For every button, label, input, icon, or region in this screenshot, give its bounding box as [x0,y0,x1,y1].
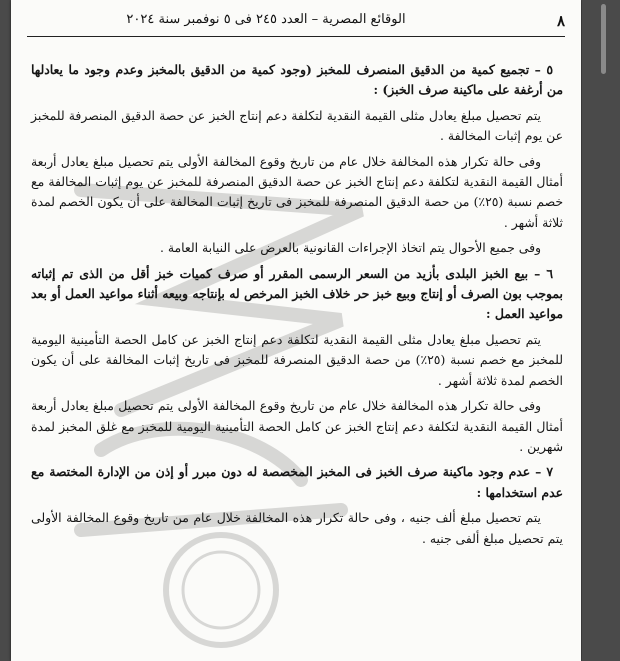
page-header [27,12,565,37]
paragraph: وفى جميع الأحوال يتم اتخاذ الإجراءات القانونية بالعرض على النيابة العامة . [159,240,541,256]
paragraph: يتم تحصيل مبلغ يعادل مثلى القيمة النقدية لتكلفة دعم إنتاج الخبز عن حصة الدقيق المنصرفة للمخبز عن يوم إثبات المخالفة . [31,107,563,144]
paragraph: يتم تحصيل مبلغ ألف جنيه ، وفى حالة تكرار هذه المخالفة خلال عام من تاريخ وقوع المخالفة الأولى يتم تحصيل مبلغ ألفى جنيه . [31,510,563,546]
document-page [11,0,581,661]
paragraph: وفى حالة تكرار هذه المخالفة خلال عام من تاريخ وقوع المخالفة الأولى يتم تحصيل مبلغ يعادل أربعة أمثال القيمة النقدية لتكلفة دعم إنتاج الخبز عن كامل الحصة التأمينية اليومية للمخبز مع غلق المخبز لمدة شهرين . [31,398,563,454]
paragraph: يتم تحصيل مبلغ يعادل مثلى القيمة النقدية لتكلفة دعم إنتاج الخبز عن كامل الحصة التأمينية اليومية للمخبز مع خصم نسبة (٢٥٪) من حصة الدقيق المنصرفة للمخبز فى تاريخ إثبات المخالفة على أن يكون الخصم لمدة ثلاثة أشهر . [31,331,563,388]
issue-line: الوقائع المصرية – العدد ٢٤٥ فى ٥ نوفمبر سنة ٢٠٢٤ [126,12,406,27]
document-body [31,60,563,554]
scrollbar-thumb[interactable] [601,4,606,74]
page-number: ٨ [556,12,565,30]
paragraph: وفى حالة تكرار هذه المخالفة خلال عام من تاريخ وقوع المخالفة الأولى يتم تحصيل مبلغ يعادل أربعة أمثال القيمة النقدية لتكلفة دعم إنتاج الخبز عن حصة الدقيق المنصرفة للمخبز عن يوم إثبات المخالفة مع خصم نسبة (٢٥٪) من حصة الدقيق المنصرفة للمخبز فى تاريخ إثبات المخالفة على أن يكون الخصم لمدة ثلاثة أشهر . [31,153,563,230]
paragraph-item-7: ٧ – عدم وجود ماكينة صرف الخبز فى المخبز المخصصة له دون مبرر أو إذن من الإدارة المختصة مع عدم استخدامها : [31,464,563,500]
paragraph-item-6: ٦ – بيع الخبز البلدى بأزيد من السعر الرسمى المقرر أو صرف كميات خبز أقل من الذى تم إثباته بموجب بون الصرف أو إنتاج وبيع خبز حر خلاف الخبز المرخص له بإنتاجه وبيعه أثناء مواعيد العمل أو بعد مواعيد العمل : [31,265,563,322]
paragraph-item-5: ٥ – تجميع كمية من الدقيق المنصرف للمخبز (وجود كمية من الدقيق بالمخبز وعدم وجود ما يعادلها من أرغفة على ماكينة صرف الخبز) : [31,62,563,98]
scrollbar[interactable] [582,0,620,661]
